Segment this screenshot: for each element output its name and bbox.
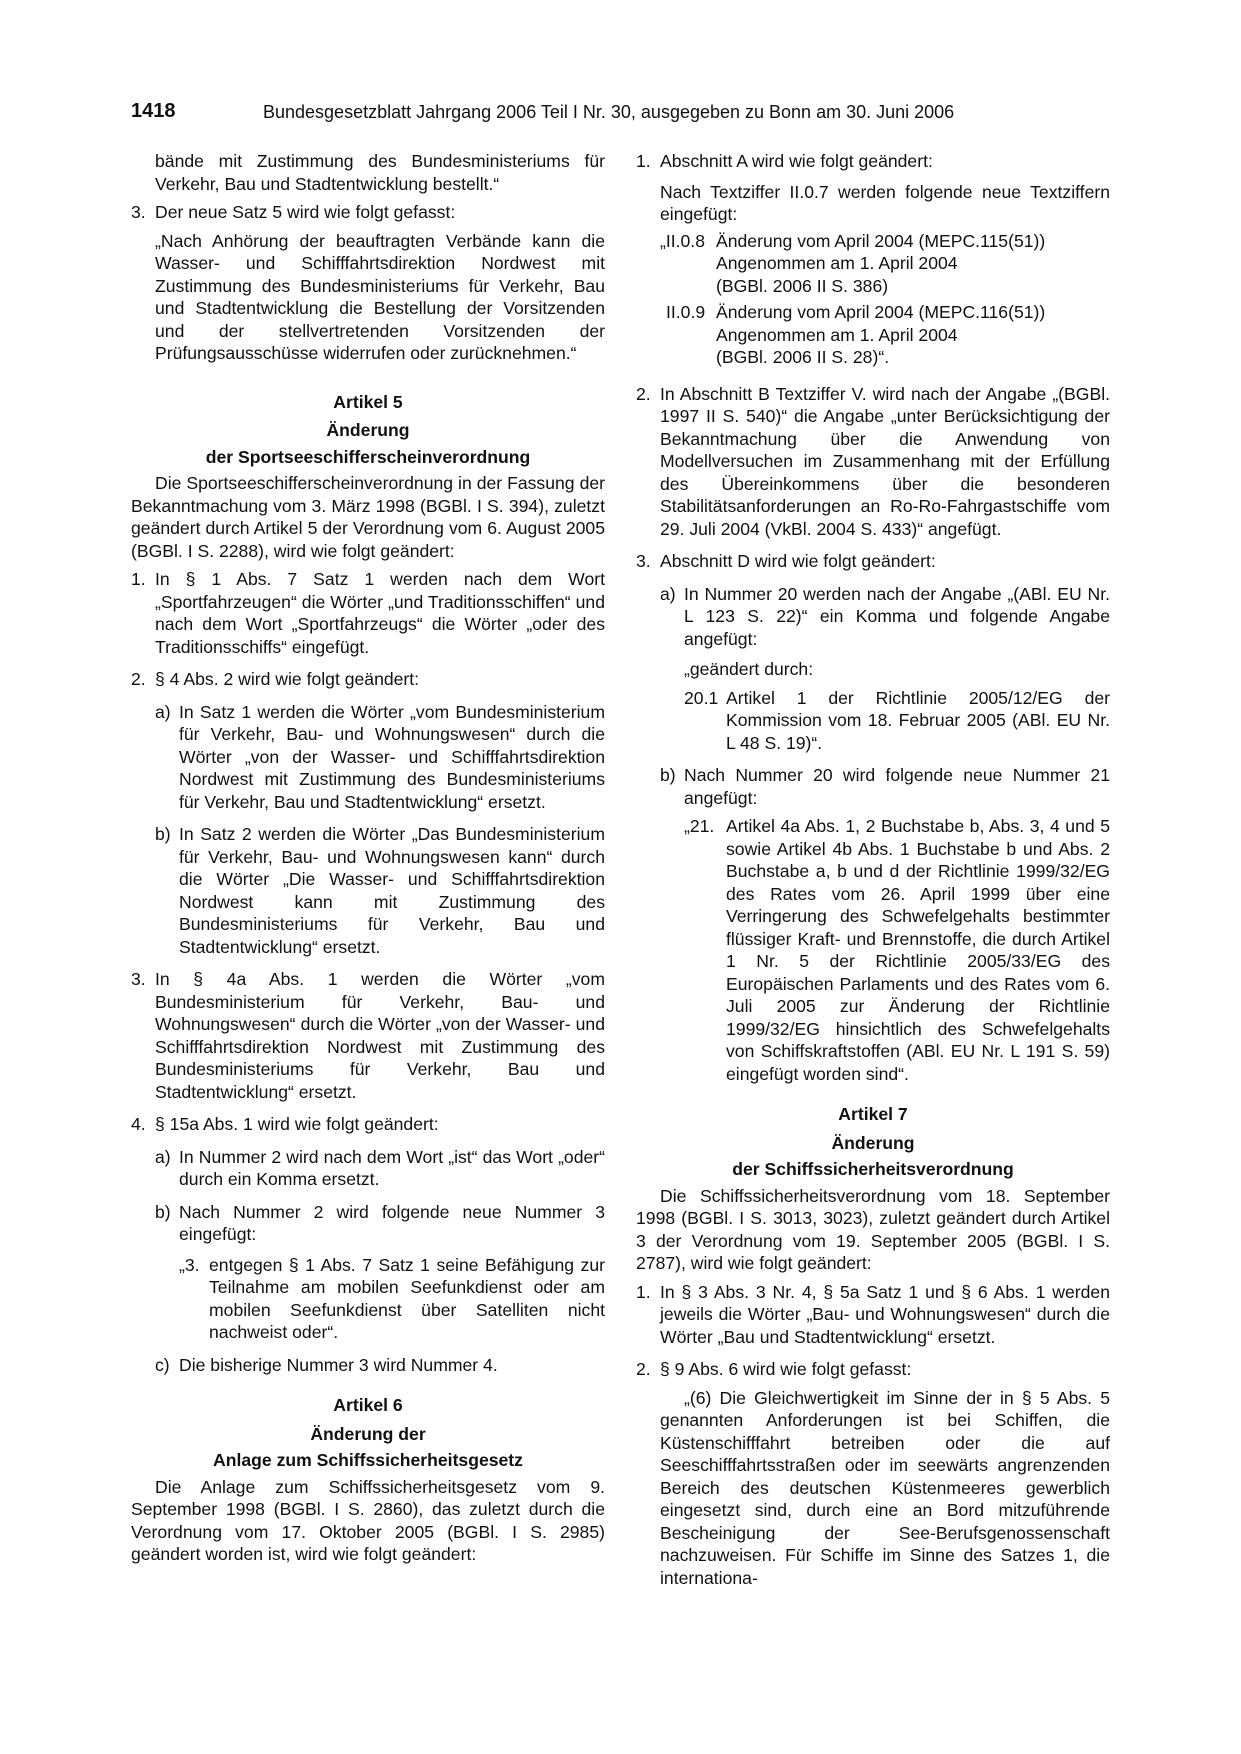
sub-item: b) In Satz 2 werden die Wörter „Das Bundesministerium für Verkehr, Bau- und Wohnungswesen kann“ durch die Wörter „Die Wasser- und Schifffahrtsdirektion Nordwest kann mit Zustimmung des Bundesministeriums für Verkehr, Bau und Stadtentwicklung“ ersetzt. — [155, 824, 605, 957]
left-column — [131, 150, 605, 1566]
article-heading: Anlage zum Schiffssicherheitsgesetz — [213, 1450, 523, 1470]
list-item: 3. In § 4a Abs. 1 werden die Wörter „vom Bundesministerium für Verkehr, Bau- und Wohnungswesen“ durch die Wörter „von der Wasser- und Schifffahrtsdirektion Nordwest mit Zustimmung des Bundesministeriums für Verkehr, Bau und Stadtentwicklung“ ersetzt. — [131, 969, 605, 1102]
list-item: 4. § 15a Abs. 1 wird wie folgt geändert: a) In Nummer 2 wird nach dem Wort „ist“ das Wort „oder“ durch ein Komma ersetzt. b) Nach Nummer 2 wird folgende neue Nummer 3 eingefügt: „3. entgegen § 1 Abs. 7 Satz 1 seine Befähigung zur Teilnahme am mobilen Seefunkdienst oder am mobilen Seefunkdienst über Satelliten nicht nachweist oder“. c) Die bisherige Nummer 3 wird Nummer 4. — [131, 1114, 605, 1375]
list-item: 1. In § 3 Abs. 3 Nr. 4, § 5a Satz 1 und § 6 Abs. 1 werden jeweils die Wörter „Bau- und Wohnungswesen“ durch die Wörter „Bau und Stadtentwicklung“ ersetzt. — [636, 1281, 1110, 1347]
sub-item: a) In Satz 1 werden die Wörter „vom Bundesministerium für Verkehr, Bau- und Wohnungswesen“ durch die Wörter „von der Wasser- und Schifffahrtsdirektion Nordwest mit Zustimmung des Bundesministeriums für Verkehr, Bau und Stadtentwicklung“ ersetzt. — [155, 701, 605, 812]
list-item: 1. Abschnitt A wird wie folgt geändert: Nach Textziffer II.0.7 werden folgende neue Textziffern eingefügt: „II.0.8 Änderung vom April 2004 (MEPC.115(51)) Angenommen am 1. April 2004 (BGBl. 2006 II S. 386) II.0.9 Änderung vom April 2004 (MEPC.116(51)) Angenommen am 1. April 2004 (BGBl. 2006 II S. 28)“. — [636, 151, 1110, 367]
sub-item: a) In Nummer 20 werden nach der Angabe „(ABl. EU Nr. L 123 S. 22)“ ein Komma und folgende Angabe angefügt: „geändert durch: 20.1 Artikel 1 der Richtlinie 2005/12/EG der Kommission vom 18. Februar 2005 (ABl. EU Nr. L 48 S. 19)“. — [660, 583, 1110, 753]
list-item: 3. Der neue Satz 5 wird wie folgt gefasst: „Nach Anhörung der beauftragten Verbände kann die Wasser- und Schifffahrtsdirektion Nordwest mit Zustimmung des Bundesministeriums für Verkehr, Bau und Stadtentwicklung die Bestellung der Vorsitzenden und der stellvertretenden Vorsitzenden der Prüfungsausschüsse widerrufen oder zurücknehmen.“ — [131, 202, 605, 363]
list-item: 2. § 4 Abs. 2 wird wie folgt geändert: a) In Satz 1 werden die Wörter „vom Bundesministerium für Verkehr, Bau- und Wohnungswesen“ durch die Wörter „von der Wasser- und Schifffahrtsdirektion Nordwest mit Zustimmung des Bundesministeriums für Verkehr, Bau und Stadtentwicklung“ ersetzt. b) In Satz 2 werden die Wörter „Das Bundesministerium für Verkehr, Bau- und Wohnungswesen kann“ durch die Wörter „Die Wasser- und Schifffahrtsdirektion Nordwest kann mit Zustimmung des Bundesministeriums für Verkehr, Bau und Stadtentwicklung“ ersetzt. — [131, 669, 605, 957]
reference-entry: „II.0.8 Änderung vom April 2004 (MEPC.115(51)) Angenommen am 1. April 2004 (BGBl. 2006 II S. 386) — [660, 230, 1046, 296]
article-intro: Die Anlage zum Schiffssicherheitsgesetz vom 9. September 1998 (BGBl. I S. 2860), das zuletzt durch die Verordnung vom 17. Oktober 2005 (BGBl. I S. 2985) geändert worden ist, wird wie folgt geändert: — [131, 1476, 605, 1564]
article-intro: Die Sportseeschifferscheinverordnung in der Fassung der Bekanntmachung vom 3. März 1998 (BGBl. I S. 394), zuletzt geändert durch Artikel 5 der Verordnung vom 6. August 2005 (BGBl. I S. 2288), wird wie folgt geändert: — [131, 473, 605, 561]
list-item: 2. § 9 Abs. 6 wird wie folgt gefasst: „(6) Die Gleichwertigkeit im Sinne der in § 5 Abs. 5 genannten Anforderungen ist bei Schiffen, die Küstenschifffahrt betreiben oder die auf Seeschifffahrtsstraßen oder im seewärts angrenzenden Bereich des deutschen Küstenmeeres gewerblich eingesetzt sind, durch eine an Bord mitzuführende Bescheinigung der See-Berufsgenossenschaft nachzuweisen. Für Schiffe im Sinne des Satzes 1, die internationa- — [636, 1359, 1110, 1588]
article-heading: der Sportseeschifferscheinverordnung — [205, 446, 531, 467]
quoted-number: „3. entgegen § 1 Abs. 7 Satz 1 seine Befähigung zur Teilnahme am mobilen Seefunkdienst oder am mobilen Seefunkdienst über Satelliten nicht nachweist oder“. — [179, 1254, 605, 1342]
gazette-title: Bundesgesetzblatt Jahrgang 2006 Teil I Nr. 30, ausgegeben zu Bonn am 30. Juni 2006 — [263, 102, 955, 122]
sub-item: a) In Nummer 2 wird nach dem Wort „ist“ das Wort „oder“ durch ein Komma ersetzt. — [155, 1146, 605, 1189]
article-number: Artikel 7 — [838, 1104, 908, 1124]
list-item: 1. In § 1 Abs. 7 Satz 1 werden nach dem Wort „Sportfahrzeugen“ die Wörter „und Traditionsschiffen“ und nach dem Wort „Sportfahrzeugs“ die Wörter „oder des Traditionsschiffs“ eingefügt. — [131, 569, 605, 657]
article-heading: Änderung der — [310, 1423, 426, 1444]
list-item: 2. In Abschnitt B Textziffer V. wird nach der Angabe „(BGBl. 1997 II S. 540)“ die Angabe „unter Berücksichtigung der Bekanntmachung über die Anwendung von Modellversuchen im Zusammenhang mit der Erfüllung des Übereinkommens über die besonderen Stabilitätsanforderungen an Ro-Ro-Fahrgastschiffe vom 29. Juli 2004 (VkBl. 2004 S. 433)“ angefügt. — [636, 383, 1110, 539]
quoted-text: „(6) Die Gleichwertigkeit im Sinne der in § 5 Abs. 5 genannten Anforderungen ist bei Schiffen, die Küstenschifffahrt betreiben oder die auf Seeschifffahrtsstraßen oder im seewärts angrenzenden Bereich des deutschen Küstenmeeres gewerblich eingesetzt sind, durch eine an Bord mitzuführende Bescheinigung der See-Berufsgenossenschaft nachzuweisen. Für Schiffe im Sinne des Satzes 1, die internationa- — [660, 1387, 1110, 1588]
reference-entry: II.0.9 Änderung vom April 2004 (MEPC.116(51)) Angenommen am 1. April 2004 (BGBl. 2006 II S. 28)“. — [666, 302, 1046, 367]
article-heading: Änderung — [326, 420, 410, 440]
article-heading: Änderung — [831, 1132, 915, 1153]
article-intro: Die Schiffssicherheitsverordnung vom 18. September 1998 (BGBl. I S. 3013, 3023), zuletzt geändert durch Artikel 3 der Verordnung vom 19. September 2005 (BGBl. I S. 2787), wird wie folgt geändert: — [636, 1185, 1110, 1273]
sub-item: b) Nach Nummer 2 wird folgende neue Nummer 3 eingefügt: „3. entgegen § 1 Abs. 7 Satz 1 seine Befähigung zur Teilnahme am mobilen Seefunkdienst oder am mobilen Seefunkdienst über Satelliten nicht nachweist oder“. — [155, 1201, 605, 1342]
right-column — [636, 150, 1110, 1607]
article-heading: der Schiffssicherheitsverordnung — [732, 1159, 1014, 1179]
continued-text: bände mit Zustimmung des Bundesministeriums für Verkehr, Bau und Stadtentwicklung bestellt.“ — [155, 151, 605, 194]
article-number: Artikel 6 — [333, 1395, 403, 1415]
sub-item: b) Nach Nummer 20 wird folgende neue Nummer 21 angefügt: „21. Artikel 4a Abs. 1, 2 Buchstabe b, Abs. 3, 4 und 5 sowie Artikel 4b Abs. 1 Buchstabe b und Abs. 2 Buchstabe a, b und d der Richtlinie 1999/32/EG des Rates vom 26. April 1999 über eine Verringerung des Schwefelgehalts bestimmter flüssiger Kraft- und Brennstoffe, die durch Artikel 1 Nr. 5 der Richtlinie 2005/33/EG des Europäischen Parlaments und des Rates vom 6. Juli 2005 zur Änderung der Richtlinie 1999/32/EG hinsichtlich des Schwefelgehalts von Schiffskraftstoffen (ABl. EU Nr. L 191 S. 59) eingefügt worden sind“. — [660, 765, 1110, 1084]
sub-item: c) Die bisherige Nummer 3 wird Nummer 4. — [155, 1354, 498, 1375]
article-number: Artikel 5 — [333, 391, 403, 412]
quoted-text: „Nach Anhörung der beauftragten Verbände kann die Wasser- und Schifffahrtsdirektion Nordwest mit Zustimmung des Bundesministeriums für Verkehr, Bau und Stadtentwicklung die Bestellung der Vorsitzenden und der stellvertretenden Vorsitzenden der Prüfungsausschüsse widerrufen oder zurücknehmen.“ — [155, 230, 605, 363]
list-item: 3. Abschnitt D wird wie folgt geändert: a) In Nummer 20 werden nach der Angabe „(ABl. EU Nr. L 123 S. 22)“ ein Komma und folgende Angabe angefügt: „geändert durch: 20.1 Artikel 1 der Richtlinie 2005/12/EG der Kommission vom 18. Februar 2005 (ABl. EU Nr. L 48 S. 19)“. b) Nach Nummer 20 wird folgende neue Nummer 21 angefügt: „21. Artikel 4a Abs. 1, 2 Buchstabe b, Abs. 3, 4 und 5 sowie Artikel 4b Abs. 1 Buchstabe b und Abs. 2 Buchstabe a, b und d der Richtlinie 1999/32/EG des Rates vom 26. April 1999 über eine Verringerung des Schwefelgehalts bestimmter flüssiger Kraft- und Brennstoffe, die durch Artikel 1 Nr. 5 der Richtlinie 2005/33/EG des Europäischen Parlaments und des Rates vom 6. Juli 2005 zur Änderung der Richtlinie 1999/32/EG hinsichtlich des Schwefelgehalts von Schiffskraftstoffen (ABl. EU Nr. L 191 S. 59) eingefügt worden sind“. — [636, 551, 1110, 1084]
page-header — [131, 100, 1141, 130]
page-number: 1418 — [131, 100, 176, 122]
